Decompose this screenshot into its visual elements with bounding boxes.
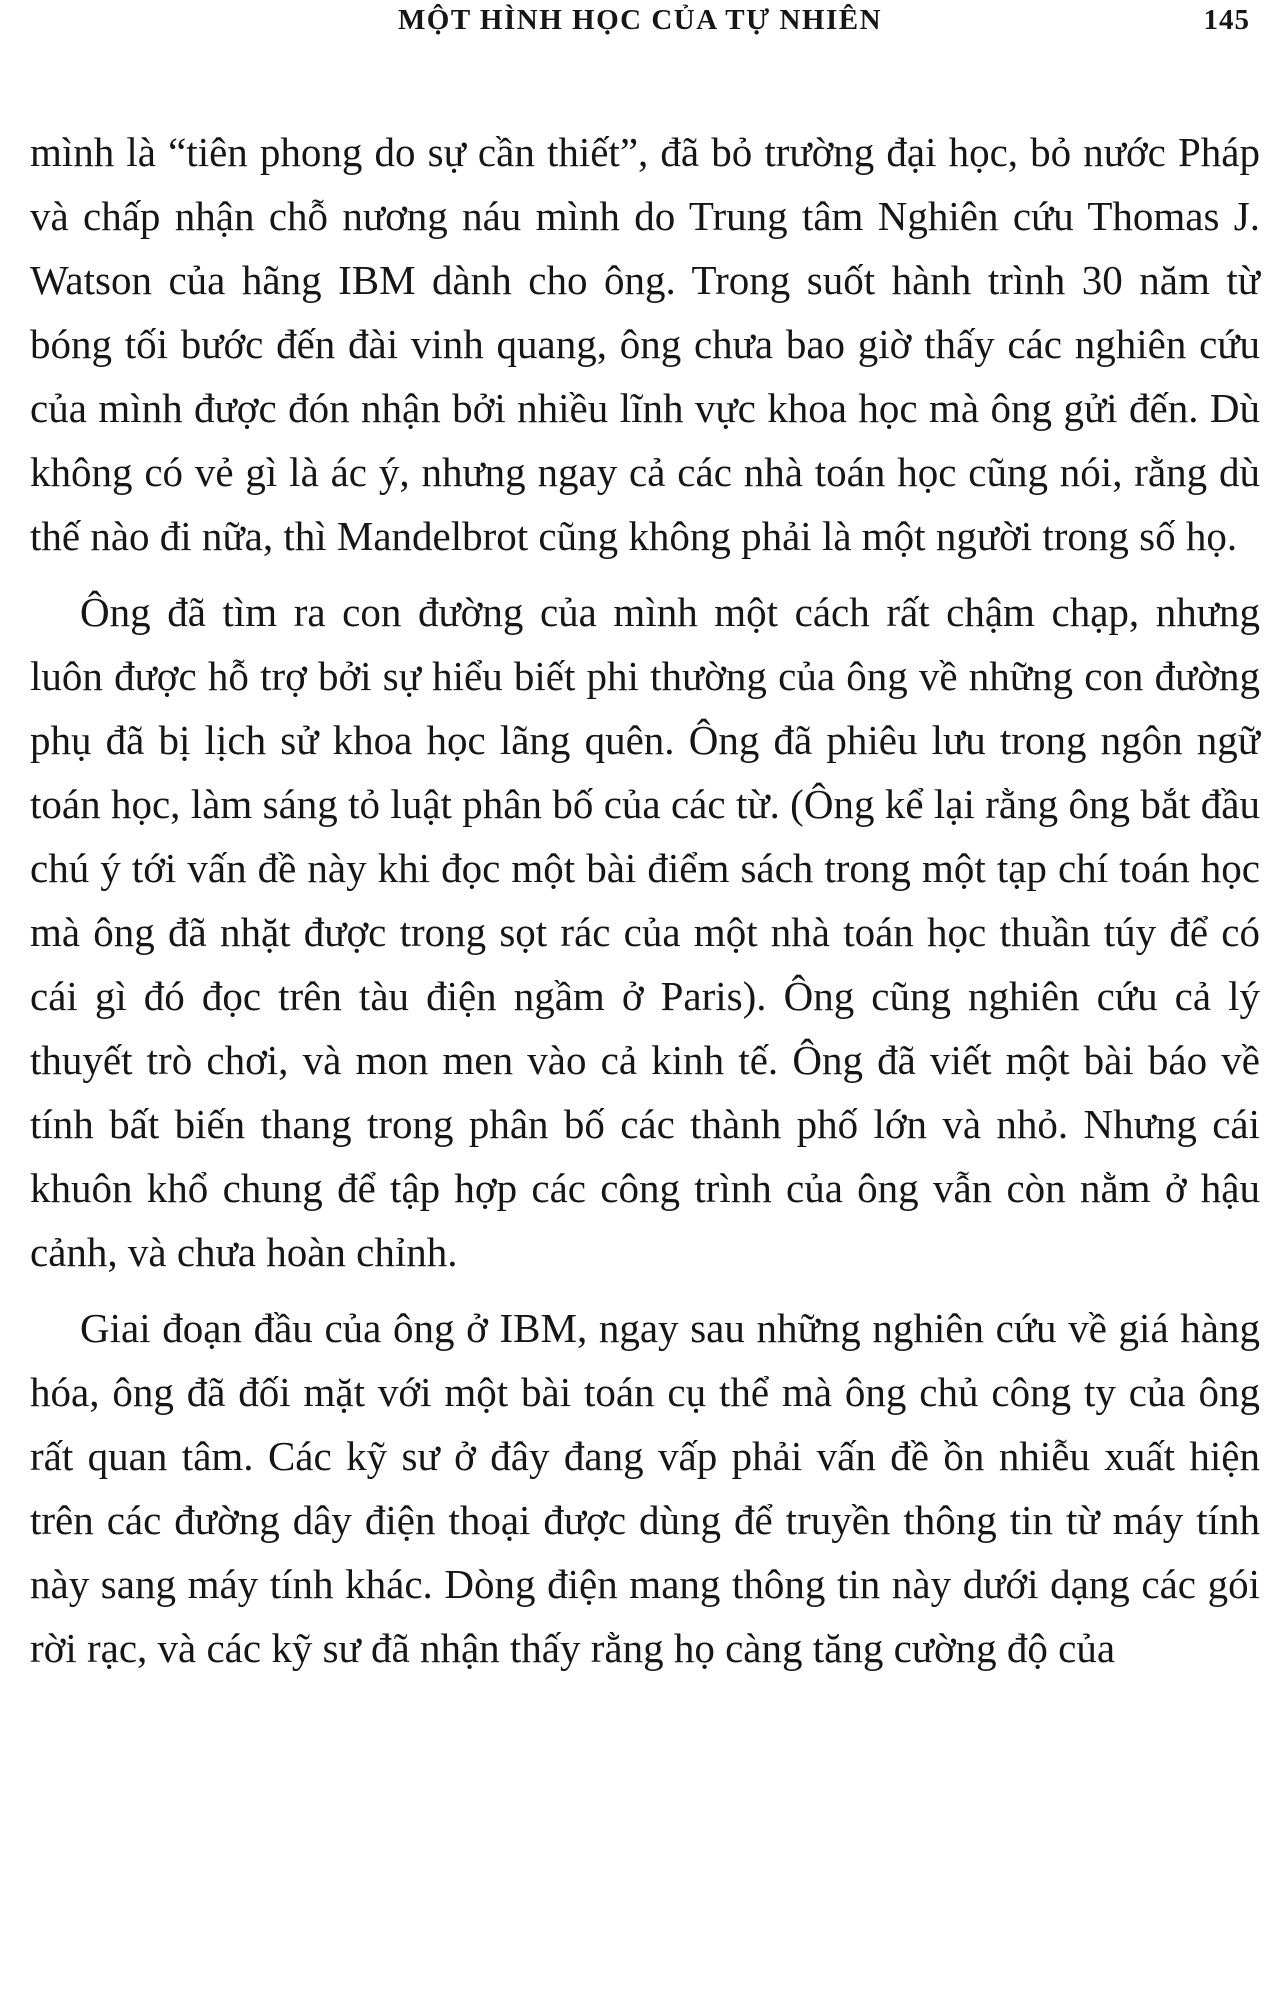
running-header [0,4,1280,44]
paragraph: Giai đoạn đầu của ông ở IBM, ngay sau những nghiên cứu về giá hàng hóa, ông đã đối mặt với một bài toán cụ thể mà ông chủ công ty của ông rất quan tâm. Các kỹ sư ở đây đang vấp phải vấn đề ồn nhiễu xuất hiện trên các đường dây điện thoại được dùng để truyền thông tin từ máy tính này sang máy tính khác. Dòng điện mang thông tin này dưới dạng các gói rời rạc, và các kỹ sư đã nhận thấy rằng họ càng tăng cường độ của [30,1305,1260,1671]
body-text [30,120,1260,1680]
paragraph: Ông đã tìm ra con đường của mình một cách rất chậm chạp, nhưng luôn được hỗ trợ bởi sự hiểu biết phi thường của ông về những con đường phụ đã bị lịch sử khoa học lãng quên. Ông đã phiêu lưu trong ngôn ngữ toán học, làm sáng tỏ luật phân bố của các từ. (Ông kể lại rằng ông bắt đầu chú ý tới vấn đề này khi đọc một bài điểm sách trong một tạp chí toán học mà ông đã nhặt được trong sọt rác của một nhà toán học thuần túy để có cái gì đó đọc trên tàu điện ngầm ở Paris). Ông cũng nghiên cứu cả lý thuyết trò chơi, và mon men vào cả kinh tế. Ông đã viết một bài báo về tính bất biến thang trong phân bố các thành phố lớn và nhỏ. Nhưng cái khuôn khổ chung để tập hợp các công trình của ông vẫn còn nằm ở hậu cảnh, và chưa hoàn chỉnh. [30,589,1260,1275]
page-number: 145 [1203,4,1250,36]
running-title: MỘT HÌNH HỌC CỦA TỰ NHIÊN [397,4,883,36]
paragraph-continued: mình là “tiên phong do sự cần thiết”, đã bỏ trường đại học, bỏ nước Pháp và chấp nhận chỗ nương náu mình do Trung tâm Nghiên cứu Thomas J. Watson của hãng IBM dành cho ông. Trong suốt hành trình 30 năm từ bóng tối bước đến đài vinh quang, ông chưa bao giờ thấy các nghiên cứu của mình được đón nhận bởi nhiều lĩnh vực khoa học mà ông gửi đến. Dù không có vẻ gì là ác ý, nhưng ngay cả các nhà toán học cũng nói, rằng dù thế nào đi nữa, thì Mandelbrot cũng không phải là một người trong số họ. [30,129,1260,559]
